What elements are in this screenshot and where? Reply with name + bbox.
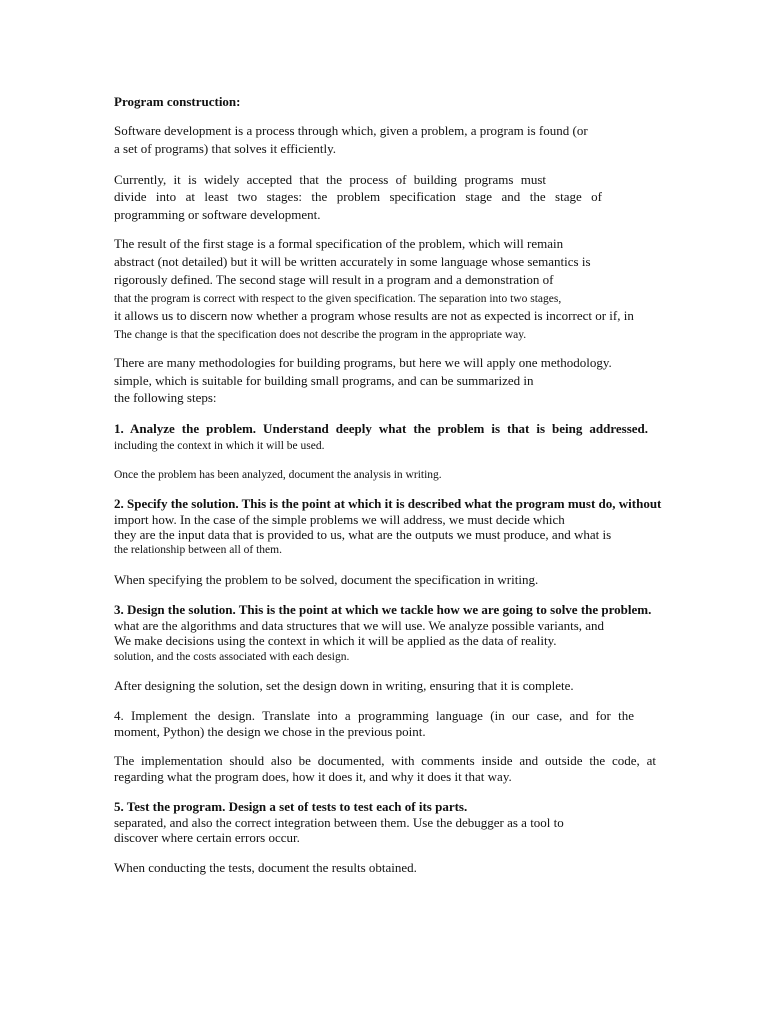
- text-line: When conducting the tests, document the results obtained.: [114, 860, 417, 875]
- text-line: Software development is a process through which, given a problem, a program is found (or: [114, 123, 588, 138]
- text-line: discover where certain errors occur.: [114, 830, 300, 845]
- text-line: that the program is correct with respect to the given specification. The separation into two stages,: [114, 293, 562, 305]
- text-line: the following steps:: [114, 390, 217, 405]
- text-line: including the context in which it will be used.: [114, 440, 325, 452]
- text-line: The result of the first stage is a formal specification of the problem, which will remain: [114, 236, 564, 251]
- text-line: programming or software development.: [114, 207, 321, 222]
- text-line: The change is that the specification does not describe the program in the appropriate way.: [114, 329, 527, 341]
- text-line: it allows us to discern now whether a program whose results are not as expected is incorrect or if, in: [114, 308, 634, 323]
- step-heading: 4. Implement the design. Translate into a programming language (in our case, and for the: [114, 708, 634, 723]
- text-line: When specifying the problem to be solved, document the specification in writing.: [114, 572, 539, 587]
- text-line: regarding what the program does, how it does it, and why it does it that way.: [114, 769, 512, 784]
- text-line: abstract (not detailed) but it will be written accurately in some language whose semantics is: [114, 254, 591, 269]
- step-heading: 1. Analyze the problem. Understand deeply what the problem is that is being addressed.: [114, 421, 648, 436]
- text-line: Once the problem has been analyzed, document the analysis in writing.: [114, 469, 442, 481]
- step-heading: 3. Design the solution. This is the point at which we tackle how we are going to solve the problem.: [114, 602, 652, 617]
- text-line: There are many methodologies for building programs, but here we will apply one methodology.: [114, 355, 612, 370]
- text-line: moment, Python) the design we chose in the previous point.: [114, 724, 426, 739]
- text-line: what are the algorithms and data structures that we will use. We analyze possible variants, and: [114, 618, 605, 633]
- text-line: import how. In the case of the simple problems we will address, we must decide which: [114, 512, 565, 527]
- text-line: simple, which is suitable for building small programs, and can be summarized in: [114, 373, 534, 388]
- text-line: divide into at least two stages: the problem specification stage and the stage of: [114, 189, 602, 204]
- text-line: they are the input data that is provided to us, what are the outputs we must produce, and what is: [114, 527, 612, 542]
- text-line: rigorously defined. The second stage will result in a program and a demonstration of: [114, 272, 554, 287]
- text-line: separated, and also the correct integration between them. Use the debugger as a tool to: [114, 815, 564, 830]
- step-heading: 5. Test the program. Design a set of tests to test each of its parts.: [114, 799, 468, 814]
- text-line: We make decisions using the context in which it will be applied as the data of reality.: [114, 633, 557, 648]
- document-title: Program construction:: [114, 94, 241, 109]
- text-line: After designing the solution, set the design down in writing, ensuring that it is complete.: [114, 678, 574, 693]
- text-line: Currently, it is widely accepted that the process of building programs must: [114, 172, 546, 187]
- text-line: The implementation should also be documented, with comments inside and outside the code, at: [114, 753, 656, 768]
- text-line: solution, and the costs associated with each design.: [114, 651, 350, 663]
- text-line: the relationship between all of them.: [114, 544, 282, 556]
- step-heading: 2. Specify the solution. This is the point at which it is described what the program must do, without: [114, 496, 662, 511]
- text-line: a set of programs) that solves it efficiently.: [114, 141, 337, 156]
